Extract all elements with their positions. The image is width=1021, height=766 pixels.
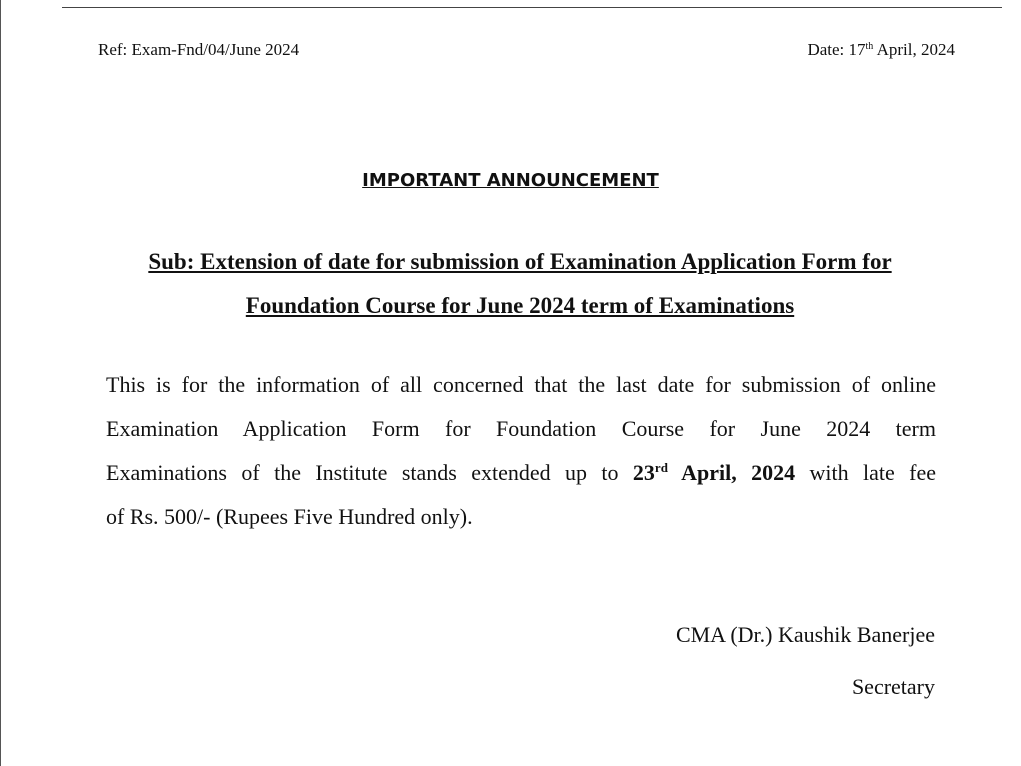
document-date [807,40,955,60]
body-line-2: Examination Application Form for Foundation Course for June 2024 term [106,416,936,441]
announcement-body [106,363,936,539]
body-line-3-start: Examinations of the Institute stands extended up to [106,460,633,485]
date-suffix: April, 2024 [873,40,955,59]
date-prefix: Date: 17 [807,40,866,59]
extended-deadline [633,460,795,485]
subject-line-1: Sub: Extension of date for submission of Examination Application Form for [148,249,892,274]
body-line-4: of Rs. 500/- (Rupees Five Hundred only). [106,504,473,529]
body-line-1: This is for the information of all concerned that the last date for submission of online [106,372,936,397]
date-ordinal: th [865,41,874,52]
announcement-heading: IMPORTANT ANNOUNCEMENT [362,170,659,191]
body-line-3 [106,451,936,495]
deadline-day: 23 [632,460,655,485]
page-left-border [0,0,1,766]
subject-line-2: Foundation Course for June 2024 term of Examinations [245,293,795,318]
body-line-3-end: with late fee [795,460,936,485]
reference-number: Ref: Exam-Fnd/04/June 2024 [98,40,300,59]
signatory-designation: Secretary [851,674,935,699]
top-rule [62,7,1002,8]
deadline-ordinal: rd [654,460,668,475]
signatory-name: CMA (Dr.) Kaushik Banerjee [675,622,935,647]
subject-line [100,240,940,328]
deadline-month-year: April, 2024 [667,460,796,485]
